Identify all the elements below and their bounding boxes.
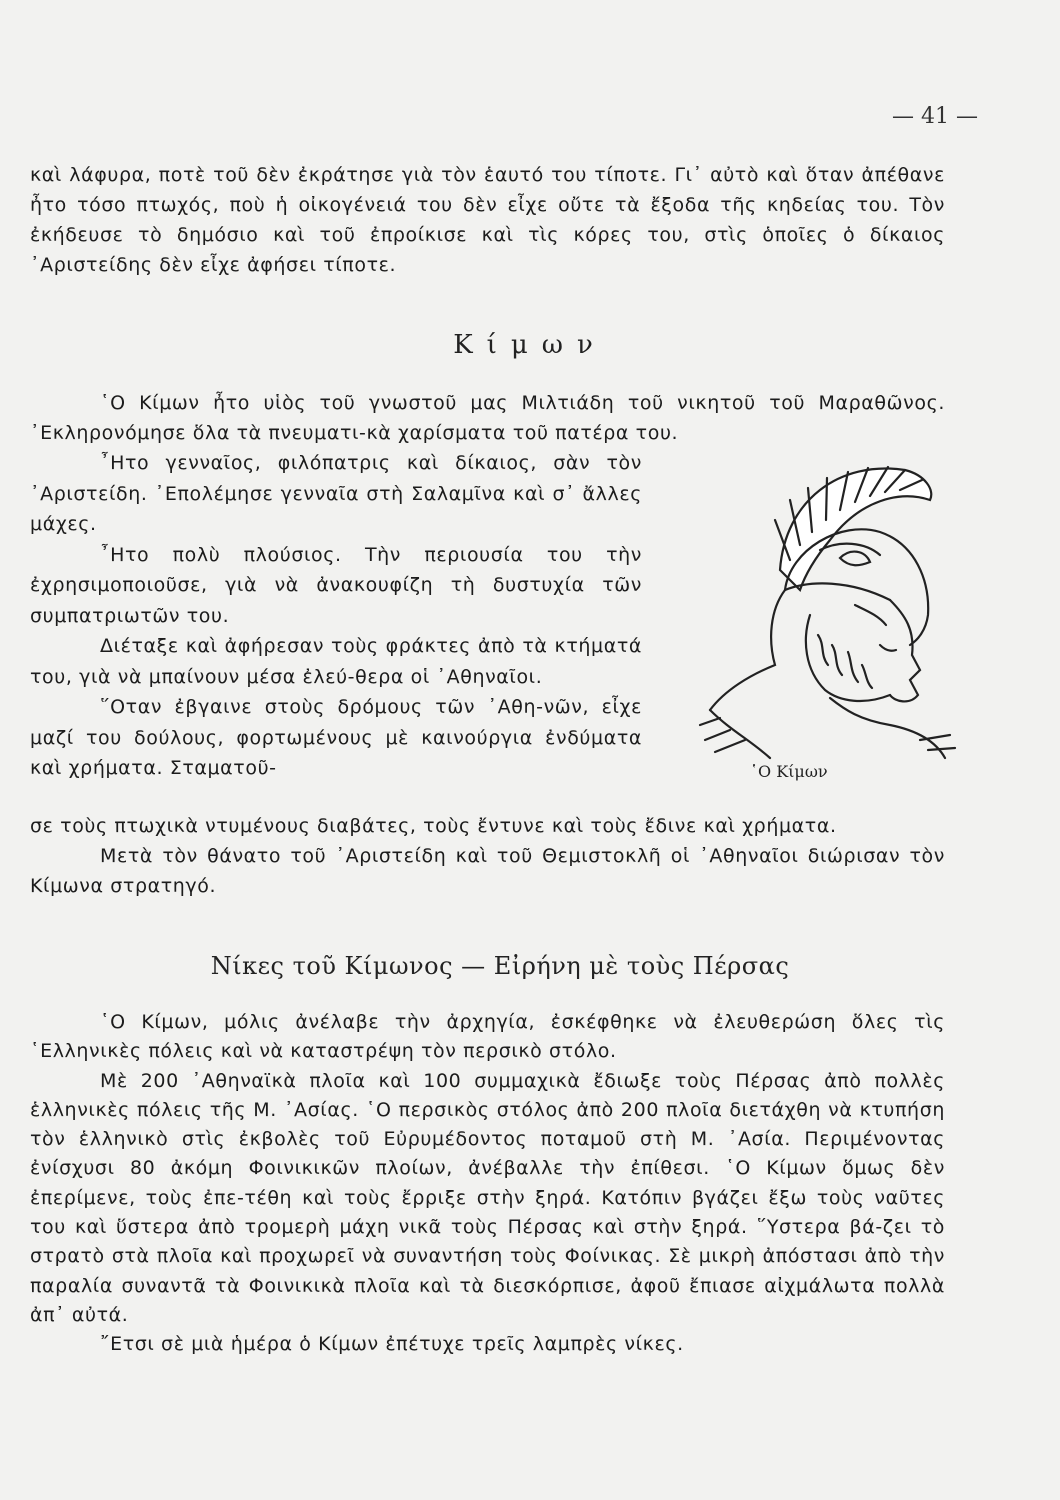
- paragraph: Διέταξε καὶ ἀφήρεσαν τοὺς φράκτες ἀπὸ τὰ κτήματά του, γιὰ νὰ μπαίνουν μέσα ἐλεύ-θερα οἱ ᾿Αθηναῖοι.: [30, 635, 642, 688]
- section-heading-kimon: Κίμων: [453, 330, 607, 360]
- nikes-text: [30, 1008, 945, 1360]
- paragraph: σε τοὺς πτωχικὰ ντυμένους διαβάτες, τοὺς ἔντυνε καὶ τοὺς ἔδινε καὶ χρήματα.: [30, 815, 837, 837]
- paragraph: Μετὰ τὸν θάνατο τοῦ ᾿Αριστείδη καὶ τοῦ Θεμιστοκλῆ οἱ ᾿Αθηναῖοι διώρισαν τὸν Κίμωνα στρατηγό.: [30, 845, 945, 897]
- section-heading-nikes: Νίκες τοῦ Κίμωνος — Εἰρήνη μὲ τοὺς Πέρσας: [210, 952, 790, 980]
- paragraph: καὶ λάφυρα, ποτὲ τοῦ δὲν ἐκράτησε γιὰ τὸν ἑαυτό του τίποτε. Γι᾿ αὐτὸ καὶ ὅταν ἀπέθανε ἦτο τόσο πτωχός, ποὺ ἡ οἰκογένειά του δὲν εἶχε οὔτε τὰ ἔξοδα τῆς κηδείας του. Τὸν ἐκήδευσε τὸ δημόσιο καὶ τοῦ ἐπροίκισε καὶ τὶς κόρες του, στὶς ὁποῖες ὁ δίκαιος ᾿Αριστείδης δὲν εἶχε ἀφήσει τίποτε.: [30, 164, 945, 276]
- helmeted-portrait-icon: [690, 440, 960, 760]
- paragraph: ῞Οταν ἐβγαινε στοὺς δρόμους τῶν ᾿Αθη-νῶν, εἶχε μαζί του δούλους, φορτωμένους μὲ καινούργια ἐνδύματα καὶ χρήματα. Σταματοῦ-: [30, 696, 642, 779]
- paragraph: ῏Ητο πολὺ πλούσιος. Τὴν περιουσία του τὴν ἐχρησιμοποιοῦσε, γιὰ νὰ ἀνακουφίζη τὴ δυστυχία τῶν συμπατριωτῶν του.: [30, 543, 642, 627]
- paragraph: Μὲ 200 ᾿Αθηναϊκὰ πλοῖα καὶ 100 συμμαχικὰ ἔδιωξε τοὺς Πέρσας ἀπὸ πολλὲς ἑλληνικὲς πόλεις τῆς Μ. ᾿Ασίας. ῾Ο περσικὸς στόλος ἀπὸ 200 πλοῖα διετάχθη νὰ κτυπήση τὸν ἑλληνικὸ στὶς ἐκβολὲς τοῦ Εὐρυμέδοντος ποταμοῦ στὴ Μ. ᾿Ασία. Περιμένοντας ἐνίσχυσι 80 ἀκόμη Φοινικικῶν πλοίων, ἀνέβαλλε τὴν ἐπίθεσι. ῾Ο Κίμων ὅμως δὲν ἐπερίμενε, τοὺς ἐπε-τέθη καὶ τοὺς ἔρριξε στὴν ξηρά. Κατόπιν βγάζει ἔξω τοὺς ναῦτες του καὶ ὕστερα ἀπὸ τρομερὴ μάχη νικᾶ τοὺς Πέρσας καὶ στὴν ξηρά. ῞Υστερα βά-ζει τὸ στρατὸ στὰ πλοῖα καὶ προχωρεῖ νὰ συναντήση τοὺς Φοίνικας. Σὲ μικρὴ ἀπόστασι ἀπὸ τὴν παραλία συναντᾶ τὰ Φοινικικὰ πλοῖα καὶ τὰ διεσκόρπισε, ἀφοῦ ἔπιασε αἰχμάλωτα πολλὰ ἀπ᾿ αὐτά.: [30, 1069, 945, 1326]
- paragraph: ῾Ο Κίμων ἦτο υἱὸς τοῦ γνωστοῦ μας Μιλτιάδη τοῦ νικητοῦ τοῦ Μαραθῶνος. ᾿Εκληρονόμησε ὅλα τὰ πνευματι-κὰ χαρίσματα τοῦ πατέρα του.: [30, 392, 945, 444]
- kimon-rest-text: [30, 811, 945, 901]
- paragraph: ῏Ητο γενναῖος, φιλόπατρις καὶ δίκαιος, σὰν τὸν ᾿Αριστείδη. ᾿Επολέμησε γενναῖα στὴ Σαλαμῖνα καὶ σ᾿ ἄλλες μάχες.: [30, 452, 642, 535]
- kimon-column-text: [30, 448, 642, 784]
- paragraph: ῾Ο Κίμων, μόλις ἀνέλαβε τὴν ἀρχηγία, ἐσκέφθηκε νὰ ἐλευθερώση ὅλες τὶς ῾Ελληνικὲς πόλεις καὶ νὰ καταστρέψη τὸν περσικὸ στόλο.: [30, 1011, 945, 1063]
- kimon-illustration: [690, 440, 960, 760]
- intro-text: [30, 160, 945, 280]
- page-number: — 41 —: [892, 104, 978, 129]
- paragraph: ῎Ετσι σὲ μιὰ ἡμέρα ὁ Κίμων ἐπέτυχε τρεῖς λαμπρὲς νίκες.: [100, 1333, 684, 1356]
- figure-caption: ῾Ο Κίμων: [750, 762, 828, 781]
- kimon-first-paragraph: [30, 388, 945, 448]
